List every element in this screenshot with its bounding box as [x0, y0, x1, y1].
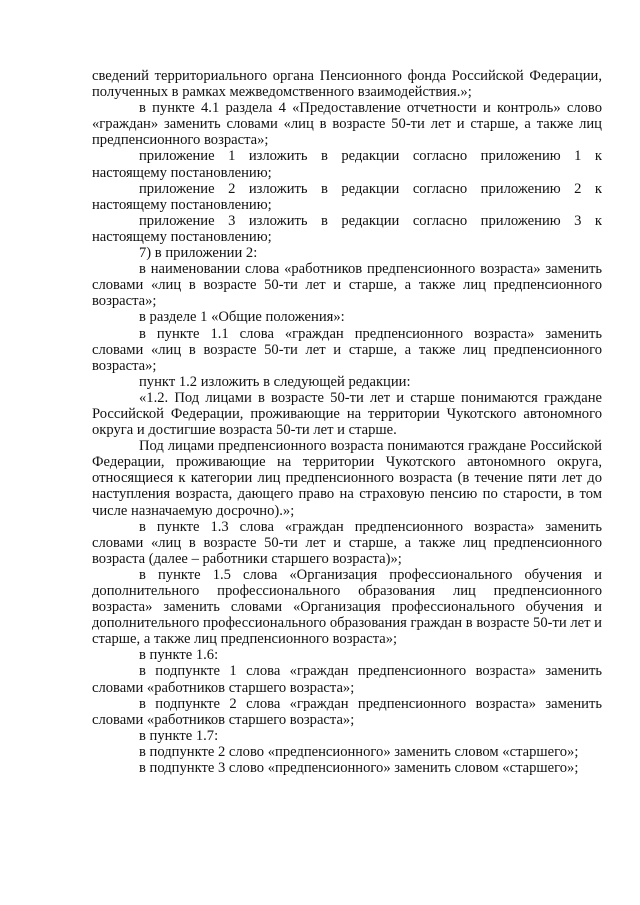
paragraph-clause-4-1: в пункте 4.1 раздела 4 «Предоставление отчетности и контроль» слово «граждан» заменить словами «лиц в возрасте 50-ти лет и старше, а также лиц предпенсионного возраста»; [92, 100, 602, 149]
document-page [92, 68, 602, 776]
paragraph-title-change: в наименовании слова «работников предпенсионного возраста» заменить словами «лиц в возрасте 50-ти лет и старше, а также лиц предпенсионного возраста»; [92, 261, 602, 310]
paragraph-clause-1-3: в пункте 1.3 слова «граждан предпенсионного возраста» заменить словами «лиц в возрасте 50-ти лет и старше, а также лиц предпенсионного возраста (далее – работники старшего возраста)»; [92, 518, 602, 567]
paragraph-subclause-1: в подпункте 1 слова «граждан предпенсионного возраста» заменить словами «работников старшего возраста»; [92, 663, 602, 696]
paragraph-item-7: 7) в приложении 2: [139, 245, 258, 262]
paragraph-clause-1-2-text: «1.2. Под лицами в возрасте 50-ти лет и старше понимаются граждане Российской Федерации, проживающие на территории Чукотского автономного округа и достигшие возраста 50-ти лет и старше. [92, 389, 602, 439]
paragraph-subclause-3-word: в подпункте 3 слово «предпенсионного» заменить словом «старшего»; [139, 760, 579, 777]
paragraph-clause-1-2-intro: пункт 1.2 изложить в следующей редакции: [139, 373, 411, 390]
paragraph-appendix-1: приложение 1 изложить в редакции согласно приложению 1 к настоящему постановлению; [92, 148, 602, 181]
paragraph-clause-1-5: в пункте 1.5 слова «Организация профессионального обучения и дополнительного профессионального образования лиц предпенсионного возраста» заменить словами «Организация профессионального обучения и дополнительного профессионального образования граждан в возрасте 50-ти лет и старше, а также лиц предпенсионного возраста»; [92, 566, 602, 648]
paragraph-pre-pension-definition: Под лицами предпенсионного возраста понимаются граждане Российской Федерации, проживающие на территории Чукотского автономного округа, относящиеся к категории лиц предпенсионного возраста (в течение пяти лет до наступления возраста, дающего право на страховую пенсию по старости, в том числе назначаемую досрочно).»; [92, 438, 602, 519]
paragraph-section-1: в разделе 1 «Общие положения»: [139, 309, 345, 326]
paragraph-subclause-2-word: в подпункте 2 слово «предпенсионного» заменить словом «старшего»; [139, 743, 579, 760]
paragraph-subclause-2: в подпункте 2 слова «граждан предпенсионного возраста» заменить словами «работников старшего возраста»; [92, 695, 602, 728]
paragraph-appendix-3: приложение 3 изложить в редакции согласно приложению 3 к настоящему постановлению; [92, 212, 602, 245]
paragraph-clause-1-7: в пункте 1.7: [139, 727, 219, 744]
paragraph-appendix-2: приложение 2 изложить в редакции согласно приложению 2 к настоящему постановлению; [92, 180, 602, 213]
paragraph-continuation: сведений территориального органа Пенсионного фонда Российской Федерации, полученных в рамках межведомственного взаимодействия.»; [92, 68, 602, 101]
paragraph-clause-1-1: в пункте 1.1 слова «граждан предпенсионного возраста» заменить словами «лиц в возрасте 50-ти лет и старше, а также лиц предпенсионного возраста»; [92, 325, 602, 374]
paragraph-clause-1-6: в пункте 1.6: [139, 647, 219, 664]
